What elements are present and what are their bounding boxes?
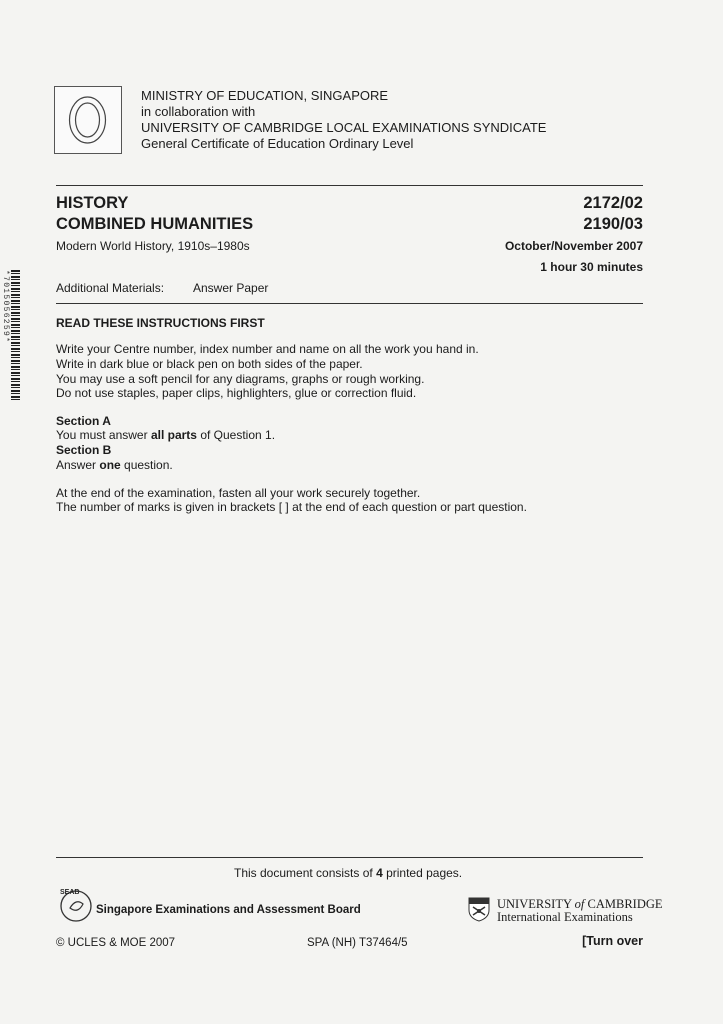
divider-top [56, 185, 643, 186]
section-a-heading: Section A [56, 414, 111, 428]
subject-title-combined: COMBINED HUMANITIES [56, 215, 254, 233]
closing-line: At the end of the examination, fasten all your work securely together. [56, 486, 421, 500]
closing-line: The number of marks is given in brackets [ ] at the end of each question or part question. [56, 500, 527, 514]
cambridge-name: UNIVERSITY of CAMBRIDGE [497, 897, 663, 911]
seab-name: Singapore Examinations and Assessment Board [96, 904, 361, 916]
barcode-number: *7015056259* [1, 270, 10, 344]
divider-materials [56, 303, 643, 304]
o-level-logo [54, 86, 122, 154]
paper-code-2: 2190/03 [583, 215, 643, 233]
divider-footer [56, 857, 643, 858]
instruction-line: Write your Centre number, index number and name on all the work you hand in. [56, 342, 479, 356]
materials-label: Additional Materials: [56, 281, 165, 295]
o-letter-mark [55, 87, 120, 152]
materials-value: Answer Paper [193, 281, 269, 295]
header-ministry: MINISTRY OF EDUCATION, SINGAPORE [141, 88, 389, 103]
section-b-heading: Section B [56, 443, 112, 457]
instruction-line: Write in dark blue or black pen on both sides of the paper. [56, 357, 363, 371]
page-count: This document consists of 4 printed pages. [234, 866, 463, 880]
cambridge-subtitle: International Examinations [497, 910, 633, 924]
instruction-line: You may use a soft pencil for any diagrams, graphs or rough working. [56, 372, 425, 386]
paper-description: Modern World History, 1910s–1980s [56, 239, 250, 253]
exam-duration: 1 hour 30 minutes [540, 260, 643, 274]
barcode-bars [11, 270, 20, 400]
document-ref: SPA (NH) T37464/5 [307, 937, 408, 949]
section-b-text: Answer one question. [56, 458, 173, 472]
paper-code-1: 2172/02 [583, 194, 643, 212]
header-cambridge: UNIVERSITY OF CAMBRIDGE LOCAL EXAMINATIONS SYNDICATE [141, 120, 547, 135]
exam-session: October/November 2007 [504, 239, 643, 253]
section-a-text: You must answer all parts of Question 1. [56, 428, 276, 442]
instructions-heading: READ THESE INSTRUCTIONS FIRST [56, 316, 265, 330]
header-gce: General Certificate of Education Ordinary Level [141, 136, 414, 151]
turn-over: [Turn over [582, 934, 643, 948]
header-collaboration: in collaboration with [141, 104, 256, 119]
subject-title-history: HISTORY [56, 194, 129, 212]
cambridge-crest-icon [467, 896, 491, 922]
seab-logo-text: SEAB [60, 889, 80, 896]
copyright: © UCLES & MOE 2007 [56, 937, 176, 949]
instruction-line: Do not use staples, paper clips, highlighters, glue or correction fluid. [56, 386, 417, 400]
seab-logo [56, 884, 96, 924]
